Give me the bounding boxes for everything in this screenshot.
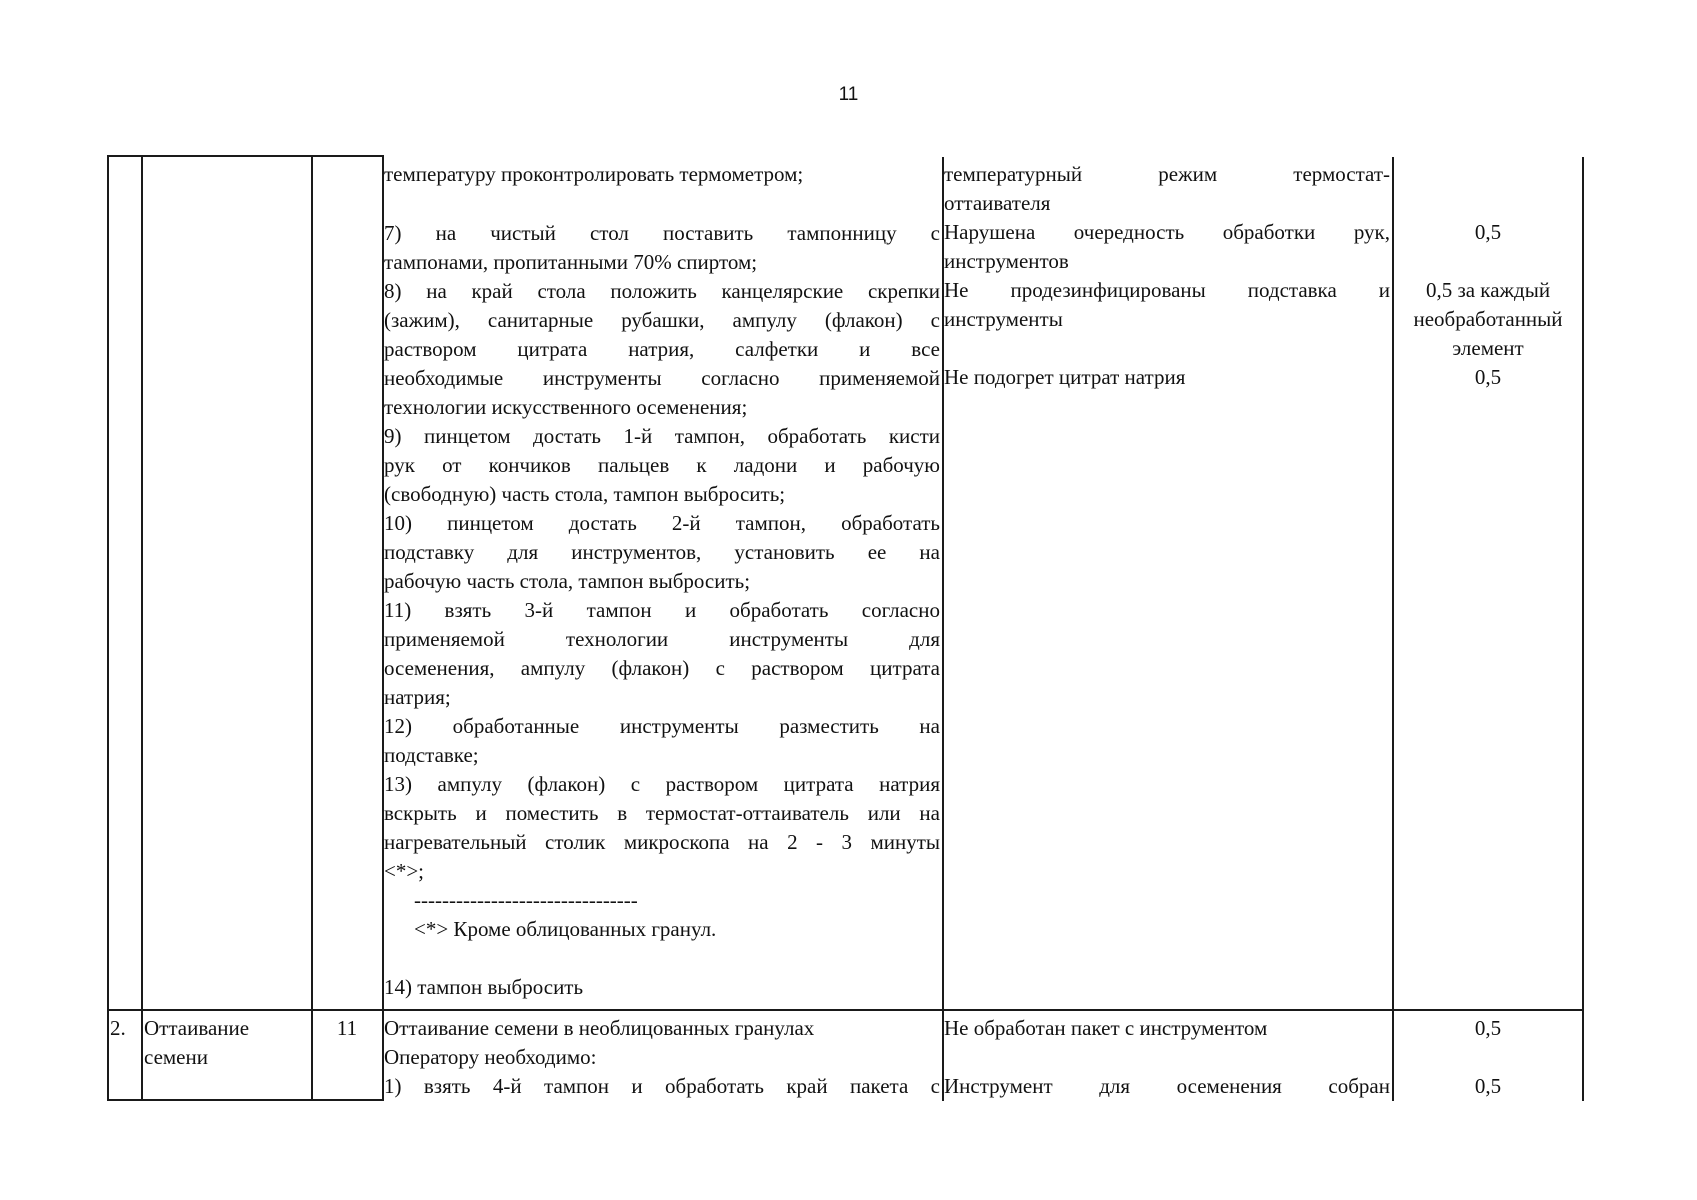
spacer (384, 944, 940, 973)
col-line-name (311, 157, 313, 1101)
operation-line: Оттаивание семени в необлицованных гранулах (384, 1016, 815, 1040)
operation-line: необходимые инструменты согласно применяемой (384, 366, 940, 390)
footnote-rule: -------------------------------- (414, 888, 638, 912)
error-line: Не подогрет цитрат натрия (944, 365, 1186, 389)
operation-line: 14) тампон выбросить (384, 975, 584, 999)
operation-line: 7) на чистый стол поставить тампонницу с (384, 221, 940, 245)
error-line: Инструмент для осеменения собран (944, 1074, 1390, 1098)
operation-line: 9) пинцетом достать 1-й тампон, обработать кисти (384, 424, 940, 448)
operation-line: вскрыть и поместить в термостат-оттаиватель или на (384, 801, 940, 825)
operation-line: технологии искусственного осеменения; (384, 395, 748, 419)
spacer (1394, 160, 1582, 189)
operations-cell-continuation (384, 160, 940, 1002)
operation-line: нагревательный столик микроскопа на 2 - 3 минуты (384, 830, 940, 854)
error-line: Не обработан пакет с инструментом (944, 1016, 1268, 1040)
stage-name-line: семени (144, 1045, 208, 1069)
spacer (1394, 247, 1582, 276)
col-line-left (107, 157, 109, 1101)
points-value: необработанный (1413, 307, 1563, 331)
footnote: <*> Кроме облицованных гранул. (414, 917, 717, 941)
operation-line: подставке; (384, 743, 479, 767)
operation-line: 13) ампулу (флакон) с раствором цитрата натрия (384, 772, 940, 796)
points-cell-stage2 (1394, 1014, 1582, 1101)
operation-line: 1) взять 4-й тампон и обработать край пакета с (384, 1074, 940, 1098)
operation-line: (зажим), санитарные рубашки, ампулу (флакон) с (384, 308, 940, 332)
spacer (944, 1043, 1390, 1072)
stage-number-cell (110, 1014, 140, 1043)
points-value: 0,5 (1474, 1016, 1502, 1040)
operations-cell-stage2 (384, 1014, 940, 1101)
points-value: 0,5 (1474, 365, 1502, 389)
errors-cell-continuation (944, 160, 1390, 392)
operation-line: 8) на край стола положить канцелярские скрепки (384, 279, 940, 303)
spacer (384, 189, 940, 219)
error-line: температурный режим термостат- (944, 162, 1390, 186)
spacer (944, 334, 1390, 363)
row-line-top (107, 155, 384, 157)
spacer (1394, 189, 1582, 218)
points-value: 0,5 (1474, 220, 1502, 244)
points-cell-continuation (1394, 160, 1582, 392)
operation-line: рабочую часть стола, тампон выбросить; (384, 569, 751, 593)
row-line-bottom (107, 1099, 384, 1101)
points-value: 0,5 за каждый (1425, 278, 1551, 302)
points-value: 0,5 (1474, 1074, 1502, 1098)
error-line: оттаивателя (944, 191, 1051, 215)
operation-line: тампонами, пропитанными 70% спиртом; (384, 250, 758, 274)
col-line-number (141, 157, 143, 1101)
operation-line: (свободную) часть стола, тампон выбросить; (384, 482, 786, 506)
operation-line: 11) взять 3-й тампон и обработать согласно (384, 598, 940, 622)
stage-time-cell (314, 1014, 380, 1043)
operation-line: натрия; (384, 685, 451, 709)
spacer (1394, 1043, 1582, 1072)
row-line-divider (107, 1009, 1584, 1011)
operation-line: рук от кончиков пальцев к ладони и рабочую (384, 453, 940, 477)
stage-number: 2. (110, 1016, 126, 1040)
operation-line: 10) пинцетом достать 2-й тампон, обработать (384, 511, 940, 535)
errors-cell-stage2 (944, 1014, 1390, 1101)
error-line: Не продезинфицированы подставка и (944, 278, 1390, 302)
operation-line: применяемой технологии инструменты для (384, 627, 940, 651)
stage-name-line: Оттаивание (144, 1016, 250, 1040)
col-line-right (1582, 157, 1584, 1101)
operation-line: раствором цитрата натрия, салфетки и все (384, 337, 940, 361)
error-line: Нарушена очередность обработки рук, (944, 220, 1390, 244)
operation-line: Оператору необходимо: (384, 1045, 597, 1069)
operation-line: 12) обработанные инструменты разместить на (384, 714, 940, 738)
stage-time: 11 (336, 1016, 358, 1040)
error-line: инструментов (944, 249, 1069, 273)
operation-line: <*>; (384, 859, 425, 883)
operation-line: температуру проконтролировать термометром; (384, 162, 804, 186)
error-line: инструменты (944, 307, 1063, 331)
stage-name-cell (144, 1014, 309, 1072)
page-number: 11 (838, 84, 859, 105)
operation-line: осеменения, ампулу (флакон) с раствором цитрата (384, 656, 940, 680)
points-value: элемент (1452, 336, 1524, 360)
operation-line: подставку для инструментов, установить ее на (384, 540, 940, 564)
